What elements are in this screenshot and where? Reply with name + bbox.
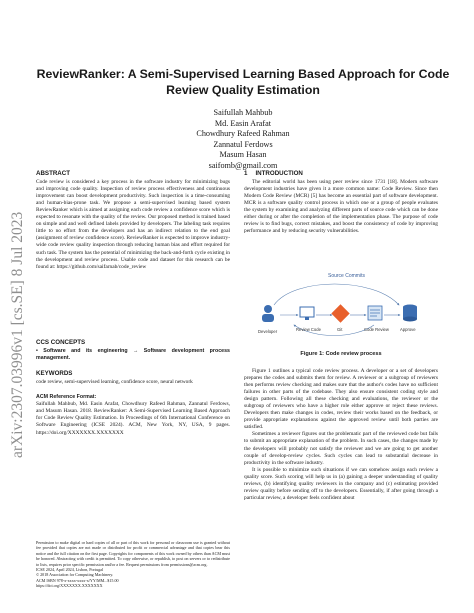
intro-paragraph: Sometimes a reviewer figures out the problematic part of the reviewed code but fails to submit an appropriate explanation of the problem. In such cases, the changes made by the developers will probably not satisfy the reviewer and we are going to get another couple of develop-review cycles. Such cycles can lead to substantial decrease in productivity in the software industry. — [244, 431, 438, 466]
intro-paragraph: The editorial world has been using peer review since 1731 [18]. Modern software development industries have given it a more common name: Code Review. Since then Modern Code Review (MCR) [5] has become an essential part of software development. MCR is a software quality control process in which one or a group of people evaluates the system by examining and analyzing different parts of source code which can be done either during or after the completion of the implementation phase. The purpose of code review is to find bugs, correct mistakes, and boost the consistency of code by improving performance and by reducing security vulnerabilities. — [244, 179, 438, 235]
figure-label: Approve — [400, 327, 416, 332]
intro-paragraph: It is possible to minimize such situations if we can somehow assign each review a quality score. Such scoring will help us in (a) gaining a deeper understanding of quality reviews, (b) identifying quality reviewers in the company and (c) estimating provided review quality before sending off to the developers. Essentially, if after going through a particular review, a developer feels confident about — [244, 466, 438, 501]
author-block — [120, 108, 366, 172]
ccs-text: • Software and its engineering → Software development process management. — [36, 348, 230, 362]
ccs-heading: CCS CONCEPTS — [36, 339, 86, 347]
section-title: INTRODUCTION — [255, 170, 303, 177]
code-review-icon — [368, 306, 382, 320]
section-number: 1 — [244, 170, 248, 177]
author-name: Chowdhury Rafeed Rahman — [196, 129, 290, 139]
figure-label: Developer — [258, 329, 278, 334]
abstract-heading: ABSTRACT — [36, 170, 71, 177]
author-name: Saifullah Mahbub — [213, 108, 273, 117]
git-icon — [331, 304, 349, 322]
intro-paragraph: Figure 1 outlines a typical code review process. A developer or a set of developers prepares the codes and submits them for review. A reviewer or a subgroup of reviewers then performs review checking and makes sure that the author's codes have no sufficient failures in other parts of the codebase. They also ensure consistent coding style and design pattern. Following all these checking and evaluations, the reviewer or the subgroup of reviewers who have a higher role either approve or reject these reviews. Developers then make changes in codes, review their works based on the feedback, or provide appropriate explanations against the approved review until both parties are satisfied. — [244, 368, 438, 431]
figure-caption: Figure 1: Code review process — [300, 351, 382, 357]
author-email: saifomb@gmail.com — [208, 160, 278, 170]
paper-title: ReviewRanker: A Semi-Supervised Learning Based Approach for Code Review Quality Estimation — [36, 67, 450, 97]
acm-reference-heading: ACM Reference Format: — [36, 394, 97, 401]
permission-notice — [36, 540, 230, 589]
developer-icon — [262, 305, 274, 322]
author-name: Zannatul Ferdows — [213, 139, 273, 149]
figure-label-top: Source Commits — [328, 273, 365, 279]
keywords-heading: KEYWORDS — [36, 370, 73, 378]
acm-reference-text: Saifullah Mahbub, Md. Easin Arafat, Chowdhury Rafeed Rahman, Zannatul Ferdows, and Masum Hasan. 2018. ReviewRanker: A Semi-Supervised Learning Based Approach for Code Review Quality Estimation. In Proceedings of 6th International Conference on Software Engineering (ICSE 2024). ACM, New York, NY, USA, 9 pages. https://doi.org/XXXXXXX.XXXXXXX — [36, 401, 230, 436]
left-column — [36, 170, 230, 437]
doi-line: https://doi.org/XXXXXXX.XXXXXXX — [36, 583, 103, 589]
figure-label: Git — [337, 327, 343, 332]
monitor-icon — [300, 307, 314, 320]
author-name: Md. Easin Arafat — [214, 118, 272, 128]
figure-label: Code Review — [364, 327, 389, 332]
keywords-text: code review, semi-supervised learning, confidence score, neural network — [36, 379, 193, 386]
arxiv-identifier — [2, 160, 32, 460]
database-icon — [403, 305, 417, 322]
intro-continued — [244, 368, 438, 502]
intro-heading — [244, 170, 438, 177]
conference-info: ICSE 2024, April 2024, Lisbon, Portugal — [36, 567, 104, 573]
author-name: Masum Hasan — [219, 150, 267, 160]
code-review-figure — [254, 267, 424, 347]
abstract-text: Code review is considered a key process in the software industry for minimizing bugs and improving code quality. Inspection of review process effectiveness and continuous improvement can boost development productivity. Such inspection is a time-consuming and human-bias-prone task. We propose a semi-supervised learning based system ReviewRanker which is aimed at assigning each code review a confidence score which is expected to resonate with the quality of the review. Our proposed method is trained based on simple and and well defined labels provided by developers. The labeling task requires little to no effort from the developers and has an indirect relation to the end goal (assignment of review confidence score). ReviewRanker is expected to improve industry-wide code review quality inspection through reducing human bias and effort required for such task. The system has the potential of minimizing the back-and-forth cycle existing in the development and review process. Usable code and dataset for this research can be found at: https://github.com/saifarnab/code_review — [36, 179, 230, 270]
arxiv-id-text: arXiv:2307.03996v1 [cs.SE] 8 Jul 2023 — [9, 211, 26, 458]
figure-label: Review Code — [296, 327, 321, 332]
isbn-line: ACM ISBN 978-x-xxxx-xxxx-x/YY/MM...$15.00 — [36, 577, 119, 583]
permission-text: Permission to make digital or hard copies of all or part of this work for personal or classroom use is granted without fee provided that copies are not made or distributed for profit or commercial advantage and that copies bear this notice and the full citation on the first page. Copyrights for components of this work owned by others than ACM must be honored. Abstracting with credit is permitted. To copy otherwise, or republish, to post on servers or to redistribute to lists, requires prior specific permission and/or a fee. Request permissions from permissions@acm.org. — [36, 540, 230, 567]
copyright-line: © 2018 Association for Computing Machinery. — [36, 572, 114, 578]
